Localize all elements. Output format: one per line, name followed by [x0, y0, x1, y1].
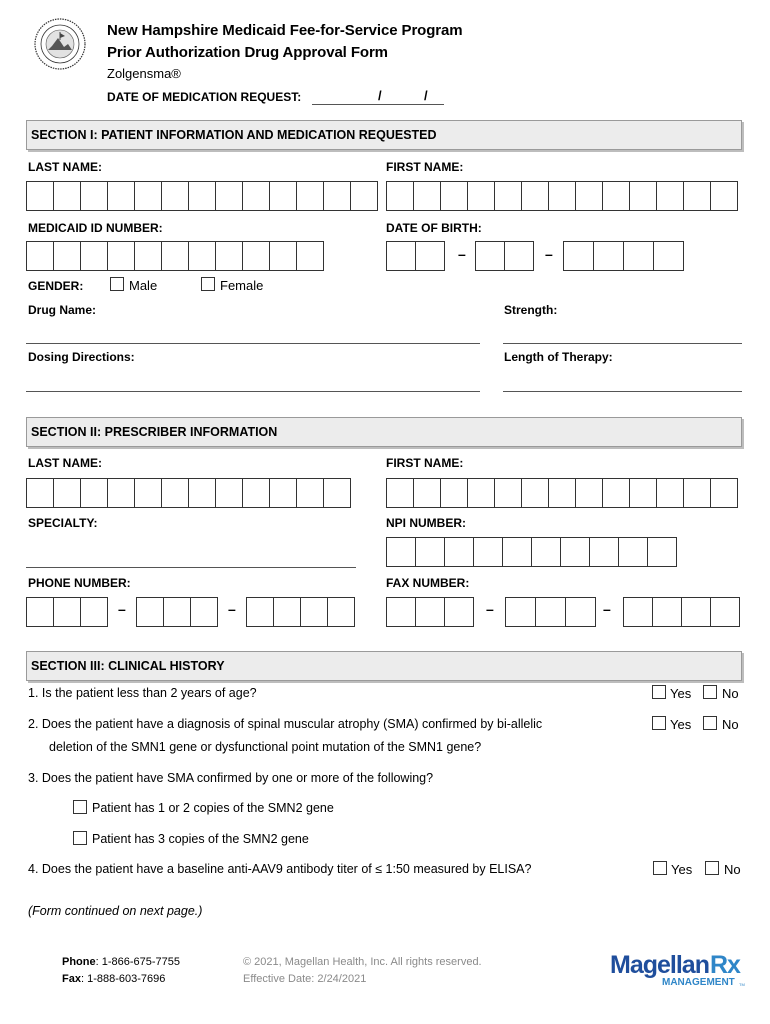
length-therapy-label: Length of Therapy:: [504, 350, 613, 364]
patient-first-name-boxes[interactable]: [386, 181, 738, 211]
q2-no-checkbox[interactable]: [703, 716, 717, 730]
state-seal-icon: [34, 18, 86, 70]
medicaid-id-label: MEDICAID ID NUMBER:: [28, 221, 163, 235]
section-2-title: SECTION II: PRESCRIBER INFORMATION: [31, 425, 278, 439]
dosing-label: Dosing Directions:: [28, 350, 135, 364]
phone-area-boxes[interactable]: [26, 597, 108, 627]
patient-last-name-label: LAST NAME:: [28, 160, 102, 174]
dob-month-boxes[interactable]: [386, 241, 445, 271]
strength-label: Strength:: [504, 303, 558, 317]
date-separator: /: [378, 88, 382, 103]
prescriber-first-name-label: FIRST NAME:: [386, 456, 464, 470]
prescriber-last-name-label: LAST NAME:: [28, 456, 102, 470]
q4-yes-checkbox[interactable]: [653, 861, 667, 875]
q3-option2-checkbox[interactable]: [73, 831, 87, 845]
magellan-rx-logo: [610, 948, 746, 990]
strength-field[interactable]: [503, 343, 742, 344]
section-1-title: SECTION I: PATIENT INFORMATION AND MEDICATION REQUESTED: [31, 128, 437, 142]
section-1-header: [26, 120, 742, 150]
phone-dash: –: [118, 601, 126, 617]
date-request-label: DATE OF MEDICATION REQUEST:: [107, 90, 302, 104]
prescriber-last-name-boxes[interactable]: [26, 478, 351, 508]
footer-fax-label: Fax: [62, 973, 81, 985]
question-4: 4. Does the patient have a baseline anti-AAV9 antibody titer of ≤ 1:50 measured by ELISA?: [28, 862, 532, 876]
footer-fax: [62, 973, 165, 985]
question-1: 1. Is the patient less than 2 years of age?: [28, 686, 257, 700]
npi-boxes[interactable]: [386, 537, 677, 567]
q1-no-label: No: [722, 686, 739, 701]
q2-yes-checkbox[interactable]: [652, 716, 666, 730]
q4-no-label: No: [724, 862, 741, 877]
medicaid-id-boxes[interactable]: [26, 241, 324, 271]
section-2-header: [26, 417, 742, 447]
q3-option1-label: Patient has 1 or 2 copies of the SMN2 gene: [92, 801, 334, 815]
logo-word-management: MANAGEMENT: [662, 977, 735, 988]
footer-copyright: © 2021, Magellan Health, Inc. All rights reserved.: [243, 956, 482, 968]
dob-label: DATE OF BIRTH:: [386, 221, 482, 235]
question-2-line2: deletion of the SMN1 gene or dysfunctional point mutation of the SMN1 gene?: [49, 740, 482, 754]
gender-female-label: Female: [220, 278, 264, 293]
fax-dash: –: [603, 601, 611, 617]
q3-option1-checkbox[interactable]: [73, 800, 87, 814]
date-separator: /: [424, 88, 428, 103]
q2-yes-label: Yes: [670, 717, 692, 732]
form-title-line1: New Hampshire Medicaid Fee-for-Service Program: [107, 22, 463, 39]
footer-fax-value: : 1-888-603-7696: [80, 973, 166, 985]
patient-first-name-label: FIRST NAME:: [386, 160, 464, 174]
phone-dash: –: [228, 601, 236, 617]
q1-no-checkbox[interactable]: [703, 685, 717, 699]
logo-word-magellan: Magellan: [610, 951, 709, 979]
gender-male-label: Male: [129, 278, 158, 293]
footer-phone: [62, 956, 180, 968]
fax-dash: –: [486, 601, 494, 617]
q4-no-checkbox[interactable]: [705, 861, 719, 875]
specialty-field[interactable]: [26, 567, 356, 568]
logo-tm: TM: [739, 982, 745, 987]
prescriber-first-name-boxes[interactable]: [386, 478, 738, 508]
gender-male-checkbox[interactable]: [110, 277, 124, 291]
section-3-header: [26, 651, 742, 681]
dob-year-boxes[interactable]: [563, 241, 684, 271]
q2-no-label: No: [722, 717, 739, 732]
fax-label: FAX NUMBER:: [386, 576, 470, 590]
question-2-line1: 2. Does the patient have a diagnosis of spinal muscular atrophy (SMA) confirmed by bi-allelic: [28, 717, 543, 731]
q4-yes-label: Yes: [671, 862, 693, 877]
logo-word-rx: Rx: [710, 951, 740, 979]
dob-dash: –: [458, 246, 466, 262]
section-3-title: SECTION III: CLINICAL HISTORY: [31, 659, 225, 673]
q1-yes-checkbox[interactable]: [652, 685, 666, 699]
fax-prefix-boxes[interactable]: [505, 597, 596, 627]
fax-line-boxes[interactable]: [623, 597, 740, 627]
dob-dash: –: [545, 246, 553, 262]
npi-label: NPI NUMBER:: [386, 516, 466, 530]
gender-label: GENDER:: [28, 279, 84, 293]
dosing-field[interactable]: [26, 391, 480, 392]
form-title-line2: Prior Authorization Drug Approval Form: [107, 44, 388, 61]
phone-prefix-boxes[interactable]: [136, 597, 218, 627]
phone-label: PHONE NUMBER:: [28, 576, 131, 590]
q3-option2-label: Patient has 3 copies of the SMN2 gene: [92, 832, 309, 846]
footer-effective-date: Effective Date: 2/24/2021: [243, 973, 367, 985]
drug-name-header: Zolgensma®: [107, 66, 181, 81]
question-3: 3. Does the patient have SMA confirmed by one or more of the following?: [28, 771, 434, 785]
specialty-label: SPECIALTY:: [28, 516, 98, 530]
date-request-field[interactable]: [312, 104, 444, 105]
dob-day-boxes[interactable]: [475, 241, 534, 271]
drug-name-field[interactable]: [26, 343, 480, 344]
continued-note: (Form continued on next page.): [28, 904, 203, 918]
gender-female-checkbox[interactable]: [201, 277, 215, 291]
fax-area-boxes[interactable]: [386, 597, 474, 627]
phone-line-boxes[interactable]: [246, 597, 355, 627]
footer-phone-label: Phone: [62, 956, 96, 968]
q1-yes-label: Yes: [670, 686, 692, 701]
drug-name-label: Drug Name:: [28, 303, 97, 317]
footer-phone-value: : 1-866-675-7755: [95, 956, 181, 968]
patient-last-name-boxes[interactable]: [26, 181, 378, 211]
length-therapy-field[interactable]: [503, 391, 742, 392]
